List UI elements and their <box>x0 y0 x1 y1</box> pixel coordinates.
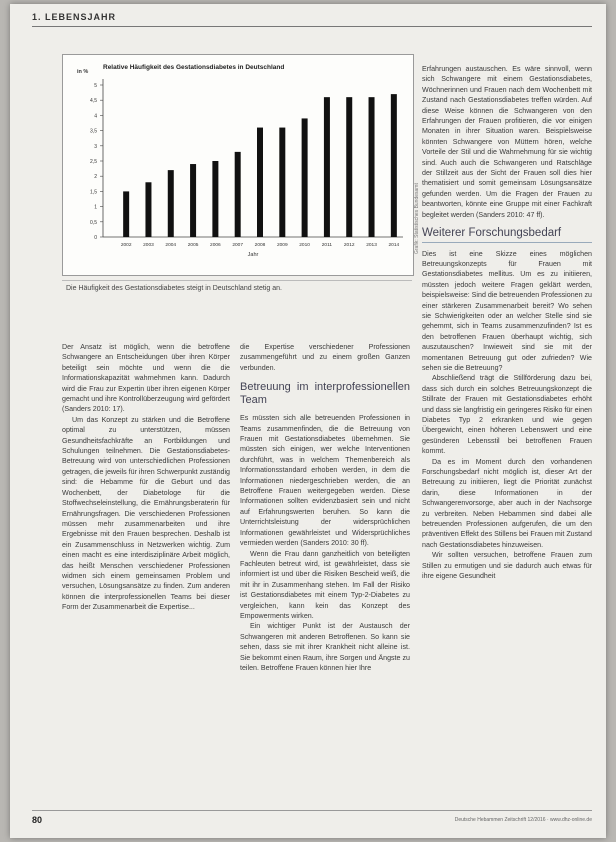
paragraph: Um das Konzept zu stärken und die Betroffene optimal zu unterstützen, müssen Gesundheitsfachkräfte an Fortbildungen und Schulungen teilnehmen. Die Gestationsdiabetes-Betreuung wird von unterschiedlichen Professionen getragen, die jeweils für ihren Schwerpunkt zuständig sind: die Hebamme für die Geburt und das Wochenbett, der Diabetologe für die Stoffwechseleinstellung, die Ernährungsberaterin für Ernährungsfragen. Die verschiedenen Professionen müssen mehr zusammenarbeiten und ihre Ergebnisse mit den Frauen besprechen. Deshalb ist ein Zusammenschluss in Netzwerken wichtig. Zum einen macht es eine interdisziplinäre Arbeit möglich, das heißt Menschen verschiedener Professionen widmen sich einem gemeinsamen Problem und versuchen, Lösungsansätze zu finden. Zum anderen können die interprofessionellen Teams bei dieser Form der Zusammenarbeit die Expertise... <box>62 415 230 612</box>
bar <box>145 182 151 237</box>
x-tick-label: 2009 <box>276 243 288 248</box>
x-tick-label: 2013 <box>366 243 377 248</box>
page-number: 80 <box>32 815 43 825</box>
chapter-heading: 1. LEBENSJAHR <box>32 12 117 22</box>
y-tick-label: 1,5 <box>90 189 97 196</box>
x-tick-label: 2007 <box>232 243 244 248</box>
y-tick-label: 0 <box>94 235 97 241</box>
x-axis-label: Jahr <box>247 252 259 258</box>
y-tick-label: 4,5 <box>90 98 97 105</box>
section-heading: Betreuung im interprofessionellen Team <box>240 381 410 407</box>
bar <box>235 152 241 237</box>
bar <box>190 164 196 237</box>
bar <box>123 191 129 237</box>
paragraph: Ein wichtiger Punkt ist der Austausch der Schwangeren mit anderen Betroffenen. So kann sie sehen, dass sie mit ihrer Krankheit nicht alleine ist. Sie bekommt einen Raum, ihre Sorgen und Ängste zu teilen. Betroffene Frauen können hier Ihre <box>240 622 410 672</box>
paragraph: die Expertise verschiedener Professionen zusammengeführt und zu einem großen Ganzen verbunden. <box>240 343 410 372</box>
paragraph: Abschließend trägt die Stillförderung dazu bei, dass sich durch ein solches Betreuungskonzept die Stillrate der Frauen mit Gestationsdiabetes erhöht und dass sie langfristig ein geringeres Risiko für einen Diabetes Typ 2 erkranken und wie gegen Übergewicht, einen höheren Lebenswert und eine gesünderen Lebensstil bei betroffenen Frauen kommt. <box>422 374 592 456</box>
x-tick-label: 2006 <box>210 243 221 248</box>
bar <box>257 128 263 237</box>
bar <box>279 128 285 237</box>
paragraph: Wir sollten versuchen, betroffene Frauen zum Stillen zu ermutigen und sie dadurch auch etwas für ihre eigene Gesundheit <box>422 551 592 581</box>
bar <box>346 97 352 237</box>
bar <box>168 170 174 237</box>
paragraph: Da es im Moment durch den vorhandenen Forschungsbedarf nicht möglich ist, dieser Art der Betreuung zu initiieren, liegt die Priorität zunächst darin, diese Informationen in der Schwangerenvorsorge, aber auch in der Nachsorge zu verbreiten. Neben Hebammen sind dabei alle betreuenden Professionen aufgerufen, die um den präventiven Effekt des Stillens bei Frauen mit Zustand nach Gestationsdiabetes hinzuweisen. <box>422 457 592 549</box>
y-tick-label: 1 <box>94 204 97 211</box>
x-tick-label: 2005 <box>187 243 199 248</box>
section-heading: Weiterer Forschungsbedarf <box>422 228 592 242</box>
bar <box>302 118 308 237</box>
chart-source-text: Grafik: Statistisches Bundesamt <box>414 183 420 254</box>
paragraph: Wenn die Frau dann ganzheitlich von beteiligten Fachleuten betreut wird, ist gewährleistet, dass sie informiert ist und über die Risiken Bescheid weiß, die mit ihr in Zusammenhang stehen. Im Fall der Risiko ist Gestationsdiabetes mit einem Typ-2-Diabetes zu vergleichen, kann kein das Konzept des Empowerments wirken. <box>240 549 410 620</box>
x-tick-label: 2014 <box>388 243 400 248</box>
bar-chart-svg <box>63 55 413 275</box>
y-tick-label: 5 <box>94 83 97 89</box>
paragraph: Es müssten sich alle betreuenden Professionen in Teams zusammenfinden, die die Betreuung von Frauen mit Gestationsdiabetes übernehmen. Sie müssten sich einigen, wer welche Interventionen durchführt, was in welchem Themenbereich als Informationsstandard erhoben werden, in dem die Informationen niedergeschrieben werden, die an Betroffene Frauen weitergegeben werden. Diese Informationen sollten evidenzbasiert sein und nicht auf Erfahrungswerten beruhen. So kann die Unterrichtsleistung der widersprüchlichen Informationen gewährleistet und Widersprüchliches vermieden werden (Sanders 2010: 30 ff). <box>240 414 410 548</box>
text-column-1 <box>62 342 230 613</box>
y-tick-label: 4 <box>94 113 97 120</box>
paragraph: Dies ist eine Skizze eines möglichen Betreuungskonzepts für Frauen mit Gestationsdiabetes mellitus. Um es zu initiieren, müssten jedoch weitere Fragen geklärt werden, beispielsweise: Sind die betreuenden Professionen zu einer stärkeren Zusammenarbeit bereit? Wo sehen sie Schwierigkeiten oder an welcher Stelle sind sie gehemmt, sich in Teams zusammenzufinden? Ist es den betroffenen Frauen überhaupt wichtig, sich auszutauschen? Inwieweit sind sie mit der momentanen Betreuung gut oder zufrieden? Wie sehen sie die Betreuung? <box>422 249 592 372</box>
page-footer <box>32 810 592 825</box>
paragraph: Der Ansatz ist möglich, wenn die betroffene Schwangere an Entscheidungen über ihren Körper beteiligt sein möchte und wenn die die Informationskapazität wahrnehmen kann. Dadurch wird die Frau zur Expertin über ihren eigenen Körper gemacht und ihre Kontrollüberzeugung wird gefördert (Sanders 2010: 17). <box>62 343 230 414</box>
y-tick-label: 3 <box>94 143 97 150</box>
y-axis-label: in % <box>77 69 89 75</box>
y-tick-label: 2,5 <box>90 159 97 165</box>
paragraph: Erfahrungen austauschen. Es wäre sinnvoll, wenn sich Schwangere mit einem Gestationsdiabetes, Wöchnerinnen und Frauen nach dem Wochenbett mit Zustand nach Gestationsdiabetes treffen würden. Auf diese Weise können die Schwangeren von den Erfahrungen der Frauen profitieren, die vor einigen Monaten in ihrer Situation waren. Beispielsweise könnten Schwangere von Müttern hören, welche Vorteile der Stil und die Wahrnehmung für sie wichtig sind. Auch auch die Schwangeren und Ratschläge der Stillzeit aus der Sicht der Frauen soll dies hier thematisiert und somit gemeinsam Lösungsansätze gefunden werden. Um die Fragen der Frauen zu beantworten, könnte eine Gruppe mit einer Fachkraft begleitet werden (Sanders 2010: 47 ff). <box>422 65 592 219</box>
footer-note: Deutsche Hebammen Zeitschrift 12/2016 · www.dhz-online.de <box>454 817 592 823</box>
x-tick-label: 2002 <box>120 243 132 248</box>
text-column-3 <box>422 64 592 582</box>
x-tick-label: 2012 <box>343 243 355 248</box>
y-tick-label: 2 <box>94 174 97 181</box>
y-tick-label: 0,5 <box>90 219 97 226</box>
bar <box>324 97 330 237</box>
x-tick-label: 2011 <box>321 243 333 248</box>
text-column-2 <box>240 342 410 673</box>
caption-rule <box>62 280 412 281</box>
x-tick-label: 2008 <box>254 243 266 248</box>
y-tick-label: 3,5 <box>90 128 97 135</box>
bar <box>369 97 375 237</box>
bar <box>212 161 218 237</box>
chart-title: Relative Häufigkeit des Gestationsdiabetes in Deutschland <box>103 64 285 71</box>
magazine-page <box>10 4 606 838</box>
x-tick-label: 2004 <box>165 243 177 248</box>
bar-chart <box>62 54 414 276</box>
x-tick-label: 2010 <box>299 243 310 248</box>
chart-caption: Die Häufigkeit des Gestationsdiabetes steigt in Deutschland stetig an. <box>66 285 282 292</box>
header-rule <box>32 26 592 27</box>
bar <box>391 94 397 237</box>
x-tick-label: 2003 <box>143 243 154 248</box>
